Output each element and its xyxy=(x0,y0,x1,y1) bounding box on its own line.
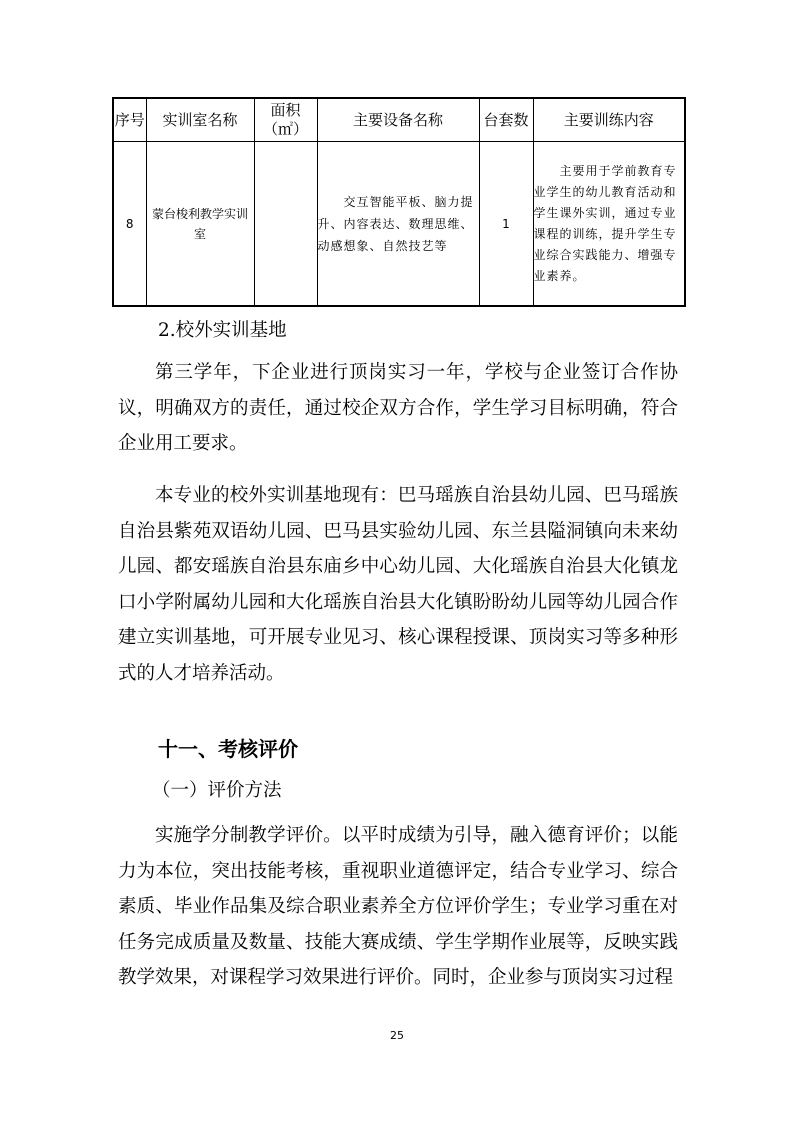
subheading-evaluation-method: （一）评价方法 xyxy=(152,780,282,801)
paragraph-external-2: 本专业的校外实训基地现有：巴马瑶族自治县幼儿园、巴马瑶族自治县紫苑双语幼儿园、巴马县实验幼儿园、东兰县隘洞镇向未来幼儿园、都安瑶族自治县东庙乡中心幼儿园、大化瑶族自治县大化镇龙口小学附属幼儿园和大化瑶族自治县大化镇盼盼幼儿园等幼儿园合作建立实训基地，可开展专业见习、核心课程授课、顶岗实习等多种形式的人才培养活动。 xyxy=(118,485,678,684)
header-seq: 序号 xyxy=(113,98,146,142)
paragraph-external-1: 第三学年，下企业进行顶岗实习一年，学校与企业签订合作协议，明确双方的责任，通过校企双方合作，学生学习目标明确，符合企业用工要求。 xyxy=(118,362,678,454)
cell-seq: 8 xyxy=(113,142,146,307)
cell-content: 主要用于学前教育专业学生的幼儿教育活动和学生课外实训，通过专业课程的训练，提升学生专业综合实践能力、增强专业素养。 xyxy=(533,142,685,307)
section-heading-evaluation: 十一、考核评价 xyxy=(158,737,298,761)
header-count: 台套数 xyxy=(479,98,533,142)
training-room-table xyxy=(112,97,686,307)
table-row xyxy=(113,142,685,307)
table-header-row xyxy=(113,98,685,142)
header-name: 实训室名称 xyxy=(146,98,254,142)
section-external-title: 2.校外实训基地 xyxy=(158,320,287,341)
header-area: 面积（㎡） xyxy=(254,98,317,142)
page-number: 25 xyxy=(390,1029,404,1042)
cell-name: 蒙台梭利教学实训室 xyxy=(146,142,254,307)
paragraph-evaluation: 实施学分制教学评价。以平时成绩为引导，融入德育评价；以能力为本位，突出技能考核，重视职业道德评定，结合专业学习、综合素质、毕业作品集及综合职业素养全方位评价学生；专业学习重在对任务完成质量及数量、技能大赛成绩、学生学期作业展等，反映实践教学效果，对课程学习效果进行评价。同时，企业参与顶岗实习过程 xyxy=(118,825,678,988)
header-equipment: 主要设备名称 xyxy=(317,98,479,142)
cell-count: 1 xyxy=(479,142,533,307)
header-content: 主要训练内容 xyxy=(533,98,685,142)
cell-area xyxy=(254,142,317,307)
cell-equipment: 交互智能平板、脑力提升、内容表达、数理思维、动感想象、自然技艺等 xyxy=(317,142,479,307)
